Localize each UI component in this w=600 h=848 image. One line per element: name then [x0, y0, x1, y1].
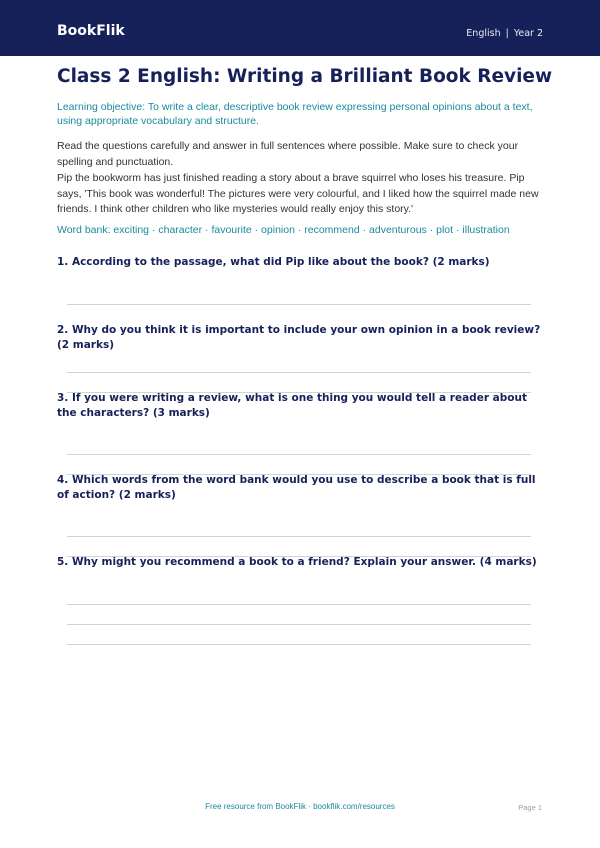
- year-label: Year 2: [513, 28, 543, 39]
- footer-link[interactable]: Free resource from BookFlik · bookflik.com/resources: [205, 802, 395, 811]
- answer-line[interactable]: [67, 304, 531, 305]
- subject-label: English: [466, 28, 501, 39]
- question-1: 1. According to the passage, what did Pip like about the book? (2 marks): [57, 256, 490, 268]
- passage-text: Pip the bookworm has just finished reading a story about a brave squirrel who loses his treasure. Pip says, 'This book was wonderful! The pictures were very colourful, and I liked how the squirrel made new friends. I think other children who like mysteries would really enjoy this story.': [57, 172, 539, 215]
- answer-line[interactable]: [67, 604, 531, 605]
- answer-line[interactable]: [67, 624, 531, 625]
- answer-line[interactable]: [67, 372, 531, 373]
- page-title: Class 2 English: Writing a Brilliant Book Review: [57, 66, 553, 87]
- page-number: Page 1: [518, 803, 542, 812]
- learning-objective: Learning objective: To write a clear, descriptive book review expressing personal opinions about a text, using appropriate vocabulary and structure.: [57, 101, 533, 127]
- word-bank: Word bank: exciting · character · favourite · opinion · recommend · adventurous · plot · illustration: [57, 224, 510, 236]
- instructions-text: Read the questions carefully and answer in full sentences where possible. Make sure to check your spelling and punctuation.: [57, 140, 519, 168]
- header-meta: [466, 28, 543, 39]
- question-4: 4. Which words from the word bank would you use to describe a book that is full of action? (2 marks): [57, 474, 536, 501]
- question-3: 3. If you were writing a review, what is one thing you would tell a reader about the characters? (3 marks): [57, 392, 527, 419]
- page-header: [0, 0, 600, 56]
- answer-line[interactable]: [67, 536, 531, 537]
- answer-line[interactable]: [67, 454, 531, 455]
- header-separator: |: [505, 28, 509, 39]
- answer-line[interactable]: [67, 644, 531, 645]
- brand-logo[interactable]: BookFlik: [57, 23, 125, 39]
- question-2: 2. Why do you think it is important to include your own opinion in a book review? (2 marks): [57, 324, 541, 351]
- question-5: 5. Why might you recommend a book to a friend? Explain your answer. (4 marks): [57, 556, 537, 568]
